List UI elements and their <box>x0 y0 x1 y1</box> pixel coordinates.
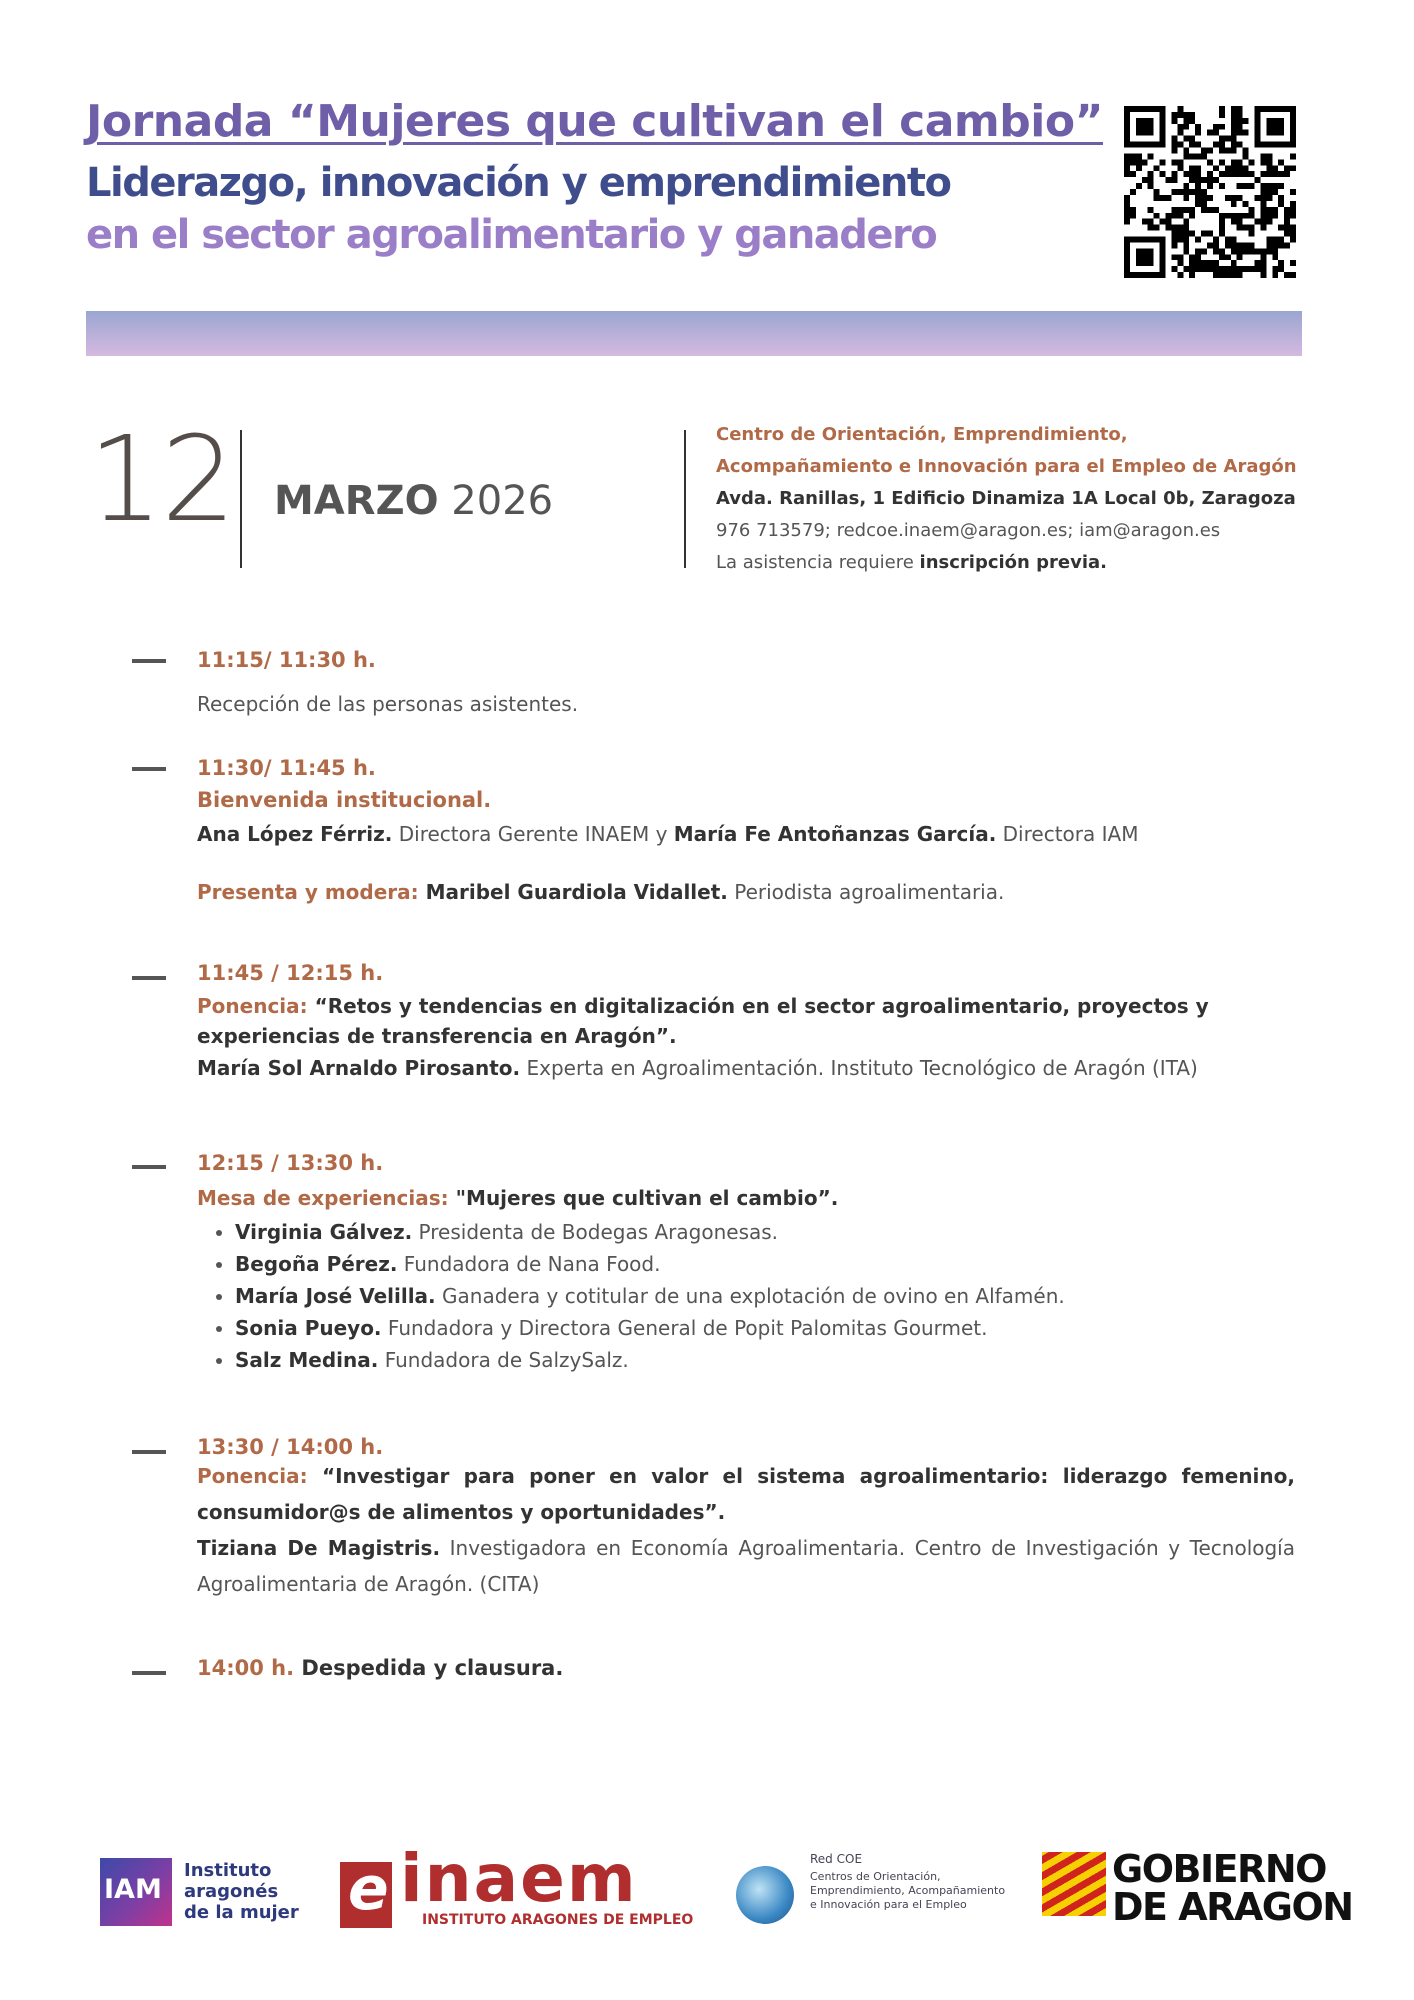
venue-name-line-2: Acompañamiento e Innovación para el Empleo de Aragón <box>716 456 1297 477</box>
subtitle-line-1: Liderazgo, innovación y emprendimiento <box>86 160 951 206</box>
aragon-flag-icon <box>1042 1852 1106 1916</box>
agenda-dash <box>132 1165 166 1169</box>
venue-divider <box>684 430 686 568</box>
list-item <box>235 1216 1065 1248</box>
participant-role: Fundadora de Nana Food. <box>397 1252 661 1276</box>
talk-title: “Investigar para poner en valor el sistema agroalimentario: liderazgo femenino, consumidor@s de alimentos y oportunidades”. <box>197 1464 1295 1524</box>
moderator-name: Maribel Guardiola Vidallet. <box>418 880 728 904</box>
participant-role: Fundadora de SalzySalz. <box>378 1348 629 1372</box>
iam-logo-abbr: IAM <box>104 1874 162 1905</box>
session-6-time: 14:00 h. <box>197 1656 295 1680</box>
venue-name-line-1: Centro de Orientación, Emprendimiento, <box>716 424 1128 445</box>
session-4-title <box>197 1186 838 1210</box>
subtitle-line-2: en el sector agroalimentario y ganadero <box>86 212 937 258</box>
redcoe-logo-line: Red COE <box>810 1852 863 1866</box>
session-2-time: 11:30/ 11:45 h. <box>197 756 376 780</box>
session-3-time: 11:45 / 12:15 h. <box>197 961 384 985</box>
qr-code-icon[interactable] <box>1124 106 1296 278</box>
agenda-dash <box>132 1671 166 1675</box>
participant-role: Ganadera y cotitular de una explotación de ovino en Alfamén. <box>435 1284 1065 1308</box>
venue-note-text: La asistencia requiere <box>716 552 920 573</box>
participant-name: Virginia Gálvez. <box>235 1220 413 1244</box>
participant-name: Begoña Pérez. <box>235 1252 398 1276</box>
speaker-name: Tiziana De Magistris. <box>197 1536 441 1560</box>
session-4-time: 12:15 / 13:30 h. <box>197 1151 384 1175</box>
iam-logo-line: de la mujer <box>184 1902 299 1923</box>
session-3-speaker <box>197 1056 1198 1080</box>
list-item <box>235 1248 1065 1280</box>
inaem-logo-word: inaem <box>400 1840 638 1917</box>
inaem-logo-subtitle: INSTITUTO ARAGONES DE EMPLEO <box>422 1912 694 1928</box>
iam-logo-name <box>184 1860 299 1923</box>
redcoe-logo-line: Emprendimiento, Acompañamiento <box>810 1884 1006 1897</box>
venue-contact[interactable]: 976 713579; redcoe.inaem@aragon.es; iam@aragon.es <box>716 520 1221 541</box>
session-2-moderator <box>197 880 1004 904</box>
event-month: MARZO <box>274 478 439 524</box>
participant-role: Fundadora y Directora General de Popit Palomitas Gourmet. <box>381 1316 988 1340</box>
speaker-role: Directora Gerente INAEM y <box>392 822 674 846</box>
panel-participants-list <box>207 1216 1065 1376</box>
panel-label: Mesa de experiencias: <box>197 1186 449 1210</box>
session-5-time: 13:30 / 14:00 h. <box>197 1435 384 1459</box>
participant-name: Salz Medina. <box>235 1348 379 1372</box>
agenda-dash <box>132 767 166 771</box>
iam-logo-line: aragonés <box>184 1881 279 1902</box>
list-item <box>235 1312 1065 1344</box>
participant-role: Presidenta de Bodegas Aragonesas. <box>412 1220 779 1244</box>
venue-note <box>716 552 1107 573</box>
date-divider <box>240 430 242 568</box>
speaker-role: Experta en Agroalimentación. Instituto Tecnológico de Aragón (ITA) <box>520 1056 1198 1080</box>
globe-icon <box>736 1866 794 1924</box>
participant-name: María José Velilla. <box>235 1284 436 1308</box>
agenda-dash <box>132 1450 166 1454</box>
session-2-speakers <box>197 822 1138 846</box>
session-5-title <box>197 1458 1295 1530</box>
redcoe-logo-line: e Innovación para el Empleo <box>810 1898 967 1911</box>
header-gradient-band <box>86 311 1302 356</box>
talk-title: experiencias de transferencia en Aragón”. <box>197 1024 677 1048</box>
speaker-name: María Sol Arnaldo Pirosanto. <box>197 1056 521 1080</box>
speaker-role: Directora IAM <box>996 822 1139 846</box>
inaem-logo-e: e <box>348 1854 389 1924</box>
event-day: 12 <box>88 410 235 548</box>
list-item <box>235 1280 1065 1312</box>
participant-name: Sonia Pueyo. <box>235 1316 382 1340</box>
agenda-dash <box>132 976 166 980</box>
moderator-label: Presenta y modera: <box>197 880 419 904</box>
speaker-role: Investigadora en Economía Agroalimentaria. Centro de Investigación y Tecnología Agroalimentaria de Aragón. (CITA) <box>197 1536 1295 1596</box>
agenda-dash <box>132 659 166 663</box>
session-6 <box>197 1656 563 1680</box>
panel-title: "Mujeres que cultivan el cambio”. <box>448 1186 839 1210</box>
talk-title: “Retos y tendencias en digitalización en el sector agroalimentario, proyectos y <box>307 994 1209 1018</box>
talk-label: Ponencia: <box>197 1464 308 1488</box>
list-item <box>235 1344 1065 1376</box>
event-year: 2026 <box>451 478 554 524</box>
iam-logo-line: Instituto <box>184 1860 272 1881</box>
session-6-text: Despedida y clausura. <box>294 1656 564 1680</box>
speaker-name: Ana López Férriz. <box>197 822 393 846</box>
page-title: Jornada “Mujeres que cultivan el cambio” <box>86 96 1104 147</box>
session-1-time: 11:15/ 11:30 h. <box>197 648 376 672</box>
venue-note-bold: inscripción previa. <box>919 552 1107 573</box>
gobierno-aragon-line: GOBIERNO <box>1112 1847 1326 1891</box>
gobierno-aragon-line: DE ARAGON <box>1112 1885 1353 1929</box>
session-3-title-line-2 <box>197 1024 677 1048</box>
redcoe-logo-text <box>810 1852 1005 1912</box>
redcoe-logo-line: Centros de Orientación, <box>810 1870 941 1883</box>
session-3-title-line-1 <box>197 994 1209 1018</box>
talk-label: Ponencia: <box>197 994 308 1018</box>
session-5-speaker <box>197 1530 1295 1602</box>
session-1-text: Recepción de las personas asistentes. <box>197 692 579 716</box>
session-2-title: Bienvenida institucional. <box>197 788 492 812</box>
speaker-name: María Fe Antoñanzas García. <box>673 822 997 846</box>
gobierno-aragon-logo-text <box>1112 1847 1353 1929</box>
event-month-year <box>274 478 553 524</box>
moderator-role: Periodista agroalimentaria. <box>727 880 1005 904</box>
venue-address: Avda. Ranillas, 1 Edificio Dinamiza 1A Local 0b, Zaragoza <box>716 488 1296 509</box>
